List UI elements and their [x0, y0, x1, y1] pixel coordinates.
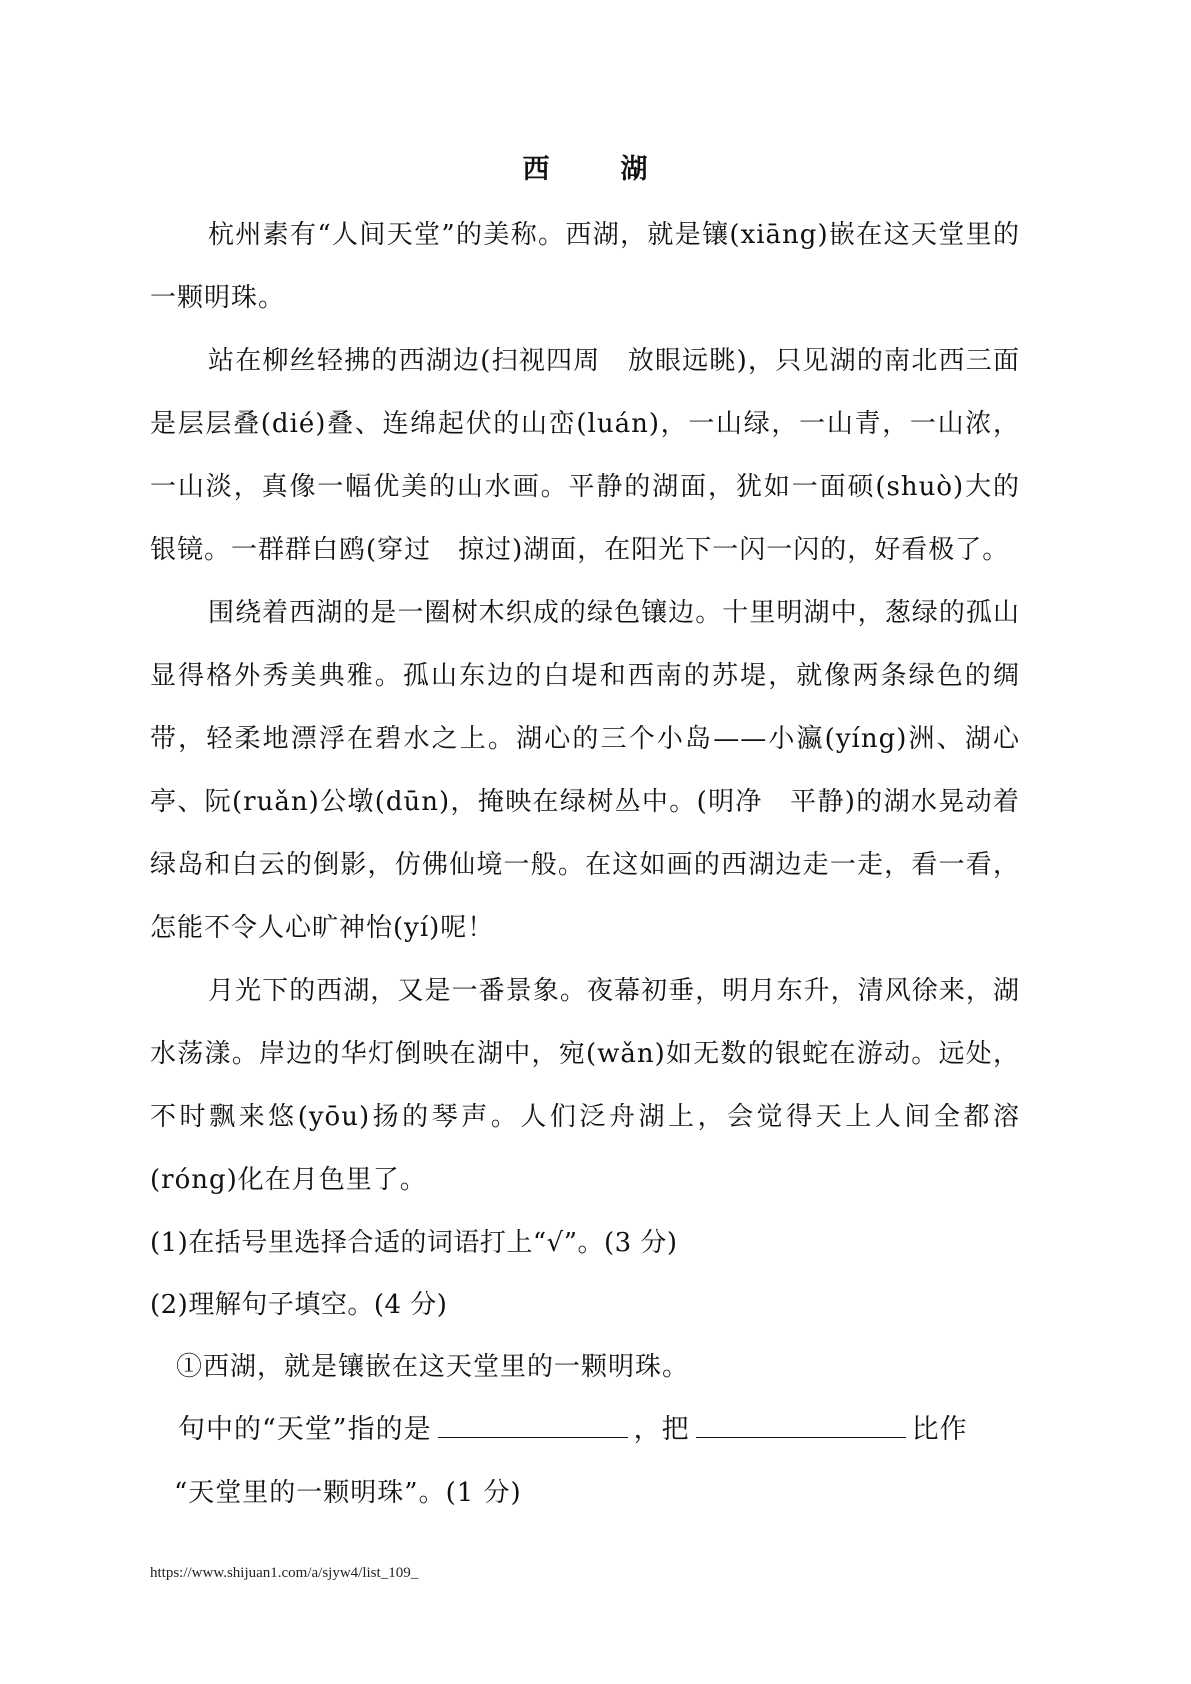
- document-page: [150, 150, 1020, 1524]
- paragraph-4: 月光下的西湖，又是一番景象。夜幕初垂，明月东升，清风徐来，湖水荡漾。岸边的华灯倒映在湖中，宛(wǎn)如无数的银蛇在游动。远处，不时飘来悠(yōu)扬的琴声。人们泛舟湖上，会觉得天上人间全都溶(róng)化在月色里了。: [150, 976, 1020, 1195]
- fill-in-sentence: [178, 1398, 1020, 1462]
- article-title: 西 湖: [522, 154, 670, 185]
- question-1: (1)在括号里选择合适的词语打上“√”。(3 分): [150, 1228, 678, 1258]
- answer-blank-2[interactable]: [696, 1407, 906, 1438]
- fill-text-part4: “天堂里的一颗明珠”。(1 分): [174, 1478, 522, 1508]
- paragraph-1: 杭州素有“人间天堂”的美称。西湖，就是镶(xiāng)嵌在这天堂里的一颗明珠。: [150, 220, 1020, 313]
- footer-url: https://www.shijuan1.com/a/sjyw4/list_109_: [150, 1565, 419, 1581]
- question-2: (2)理解句子填空。(4 分): [150, 1290, 448, 1320]
- fill-text-part1: 句中的“天堂”指的是: [178, 1414, 432, 1445]
- answer-blank-1[interactable]: [438, 1407, 628, 1438]
- paragraph-2: 站在柳丝轻拂的西湖边(扫视四周 放眼远眺)，只见湖的南北西三面是层层叠(dié)叠、连绵起伏的山峦(luán)，一山绿，一山青，一山浓，一山淡，真像一幅优美的山水画。平静的湖面，犹如一面硕(shuò)大的银镜。一群群白鸥(穿过 掠过)湖面，在阳光下一闪一闪的，好看极了。: [150, 346, 1020, 565]
- fill-text-part3: 比作: [911, 1414, 968, 1445]
- question-2-item-1: ①西湖，就是镶嵌在这天堂里的一颗明珠。: [176, 1352, 690, 1382]
- fill-text-part2: ，把: [633, 1414, 690, 1445]
- paragraph-3: 围绕着西湖的是一圈树木织成的绿色镶边。十里明湖中，葱绿的孤山显得格外秀美典雅。孤山东边的白堤和西南的苏堤，就像两条绿色的绸带，轻柔地漂浮在碧水之上。湖心的三个小岛——小瀛(yíng)洲、湖心亭、阮(ruǎn)公墩(dūn)，掩映在绿树丛中。(明净 平静)的湖水晃动着绿岛和白云的倒影，仿佛仙境一般。在这如画的西湖边走一走，看一看，怎能不令人心旷神怡(yí)呢！: [150, 598, 1020, 943]
